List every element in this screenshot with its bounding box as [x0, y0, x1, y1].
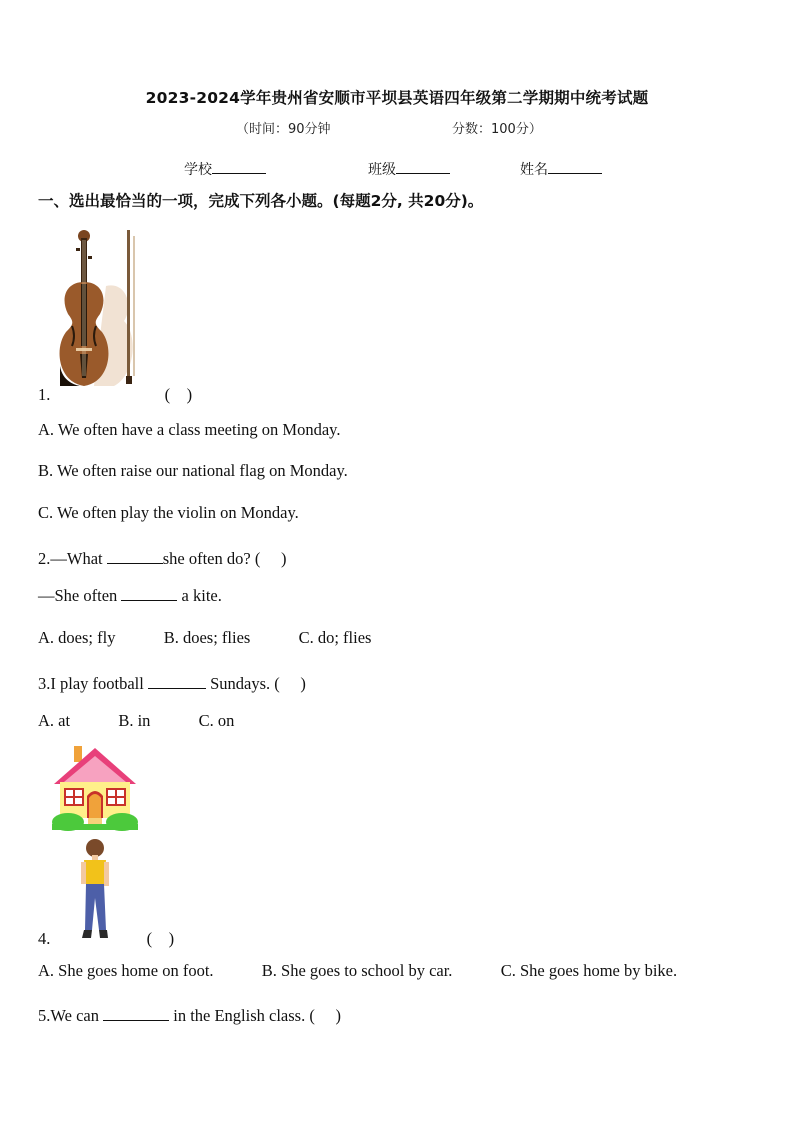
question-3-options [38, 711, 234, 731]
question-4-stem [38, 925, 174, 949]
page-title: 2023-2024学年贵州省安顺市平坝县英语四年级第二学期期中统考试题 [145, 89, 649, 107]
question-3-blank[interactable] [148, 674, 206, 689]
question-2-line-1-start: 2.—What [38, 549, 103, 568]
question-2-options [38, 628, 371, 648]
school-label: 学校 [184, 162, 212, 178]
class-field [368, 159, 450, 179]
exam-time: （时间：90分钟 [236, 122, 331, 137]
question-3-stem [38, 670, 306, 694]
class-label: 班级 [368, 162, 396, 178]
question-3-option-c[interactable]: C. on [198, 711, 235, 730]
question-4-bracket: ( ) [146, 929, 175, 948]
question-5-blank[interactable] [103, 1006, 169, 1021]
class-blank [396, 159, 450, 174]
question-4-option-a[interactable]: A. She goes home on foot. [38, 961, 214, 980]
question-3-option-a[interactable]: A. at [38, 711, 71, 730]
question-5-start: 5.We can [38, 1006, 99, 1025]
name-field [520, 159, 602, 179]
question-3-end: Sundays. ( ) [210, 674, 306, 693]
question-2-option-c[interactable]: C. do; flies [298, 628, 372, 647]
question-1-stem [38, 381, 192, 405]
school-field [184, 159, 266, 179]
question-2-line-2 [38, 586, 222, 606]
question-1-option-c[interactable]: C. We often play the violin on Monday. [38, 503, 299, 522]
question-5-stem [38, 1002, 341, 1026]
question-4-option-c[interactable]: C. She goes home by bike. [500, 961, 678, 980]
house-icon [50, 744, 140, 832]
question-3-option-b[interactable]: B. in [118, 711, 151, 730]
question-3-start: 3.I play football [38, 674, 144, 693]
section-title: 一、选出最恰当的一项，完成下列各小题。(每题2分, 共20分)。 [38, 192, 484, 210]
school-blank [212, 159, 266, 174]
question-2-line-1 [38, 545, 286, 569]
question-2-line-2-end: a kite. [181, 586, 222, 605]
violin-icon [54, 226, 152, 398]
question-2-line-2-start: —She often [38, 586, 118, 605]
question-1-option-b[interactable]: B. We often raise our national flag on Monday. [38, 461, 348, 480]
question-4-options [38, 961, 677, 981]
name-label: 姓名 [520, 162, 548, 178]
question-2-option-a[interactable]: A. does; fly [38, 628, 116, 647]
question-1-option-a[interactable]: A. We often have a class meeting on Monday. [38, 420, 341, 439]
exam-score: 分数：100分） [452, 122, 542, 137]
name-blank [548, 159, 602, 174]
question-5-end: in the English class. ( ) [173, 1006, 341, 1025]
question-1-bracket: ( ) [164, 385, 193, 404]
question-2-blank-2[interactable] [121, 586, 177, 601]
question-1-number: 1. [38, 385, 51, 404]
question-2-line-1-end: she often do? ( ) [162, 549, 287, 568]
question-4-option-b[interactable]: B. She goes to school by car. [261, 961, 453, 980]
question-4-number: 4. [38, 929, 51, 948]
question-2-blank-1[interactable] [107, 549, 163, 564]
question-2-option-b[interactable]: B. does; flies [163, 628, 251, 647]
